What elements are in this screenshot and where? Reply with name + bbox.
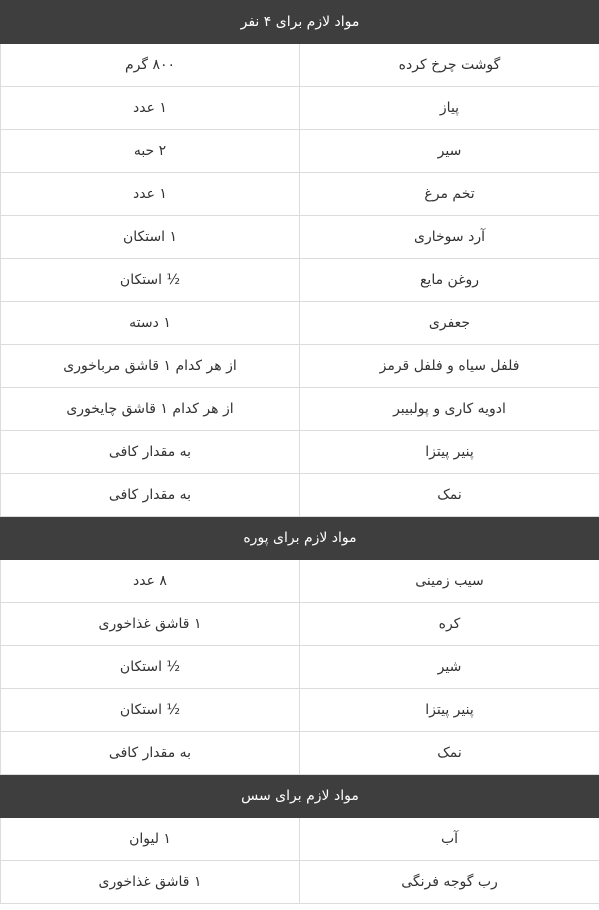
ingredient-name: گوشت چرخ کرده	[300, 44, 599, 87]
table-row	[1, 44, 599, 87]
ingredient-amount: ۱ قاشق غذاخوری	[1, 603, 300, 646]
table-row	[1, 431, 599, 474]
ingredient-amount: ½ استکان	[1, 646, 300, 689]
ingredient-amount: به مقدار کافی	[1, 732, 300, 775]
ingredient-name: شیر	[300, 646, 599, 689]
table-row	[1, 345, 599, 388]
ingredient-amount: ۲ حبه	[1, 130, 300, 173]
ingredient-name: آرد سوخاری	[300, 216, 599, 259]
ingredient-name: پنیر پیتزا	[300, 689, 599, 732]
section-title: مواد لازم برای سس	[1, 775, 599, 818]
ingredient-amount: ½ استکان	[1, 259, 300, 302]
table-row	[1, 87, 599, 130]
table-row	[1, 259, 599, 302]
ingredient-name: پنیر پیتزا	[300, 431, 599, 474]
table-row	[1, 861, 599, 904]
ingredient-name: روغن مایع	[300, 259, 599, 302]
ingredient-amount: ۱ استکان	[1, 216, 300, 259]
section-header-row	[1, 1, 599, 44]
table-row	[1, 130, 599, 173]
ingredient-name: کره	[300, 603, 599, 646]
ingredient-name: سیب زمینی	[300, 560, 599, 603]
ingredient-amount: ۱ لیوان	[1, 818, 300, 861]
ingredient-amount: ۸ عدد	[1, 560, 300, 603]
ingredient-name: نمک	[300, 474, 599, 517]
table-row	[1, 173, 599, 216]
table-row	[1, 388, 599, 431]
ingredient-name: ادویه کاری و پولبیبر	[300, 388, 599, 431]
section-header-row	[1, 517, 599, 560]
table-row	[1, 560, 599, 603]
ingredient-name: پیاز	[300, 87, 599, 130]
ingredient-amount: ۱ دسته	[1, 302, 300, 345]
ingredient-amount: از هر کدام ۱ قاشق چایخوری	[1, 388, 300, 431]
table-row	[1, 216, 599, 259]
table-row	[1, 689, 599, 732]
ingredient-amount: ۱ عدد	[1, 173, 300, 216]
section-title: مواد لازم برای ۴ نفر	[1, 1, 599, 44]
table-row	[1, 646, 599, 689]
table-row	[1, 603, 599, 646]
ingredient-amount: به مقدار کافی	[1, 431, 300, 474]
ingredient-amount: ۱ عدد	[1, 87, 300, 130]
table-row	[1, 474, 599, 517]
section-header-row	[1, 775, 599, 818]
table-row	[1, 302, 599, 345]
ingredient-name: تخم مرغ	[300, 173, 599, 216]
ingredient-name: آب	[300, 818, 599, 861]
ingredient-name: رب گوجه فرنگی	[300, 861, 599, 904]
ingredient-name: فلفل سیاه و فلفل قرمز	[300, 345, 599, 388]
table-row	[1, 732, 599, 775]
ingredient-name: جعفری	[300, 302, 599, 345]
ingredient-amount: ۱ قاشق غذاخوری	[1, 861, 300, 904]
ingredient-amount: ½ استکان	[1, 689, 300, 732]
ingredient-name: سیر	[300, 130, 599, 173]
ingredient-amount: ۸۰۰ گرم	[1, 44, 300, 87]
section-title: مواد لازم برای پوره	[1, 517, 599, 560]
ingredient-amount: از هر کدام ۱ قاشق مرباخوری	[1, 345, 300, 388]
ingredient-name: نمک	[300, 732, 599, 775]
ingredient-amount: به مقدار کافی	[1, 474, 300, 517]
table-row	[1, 818, 599, 861]
